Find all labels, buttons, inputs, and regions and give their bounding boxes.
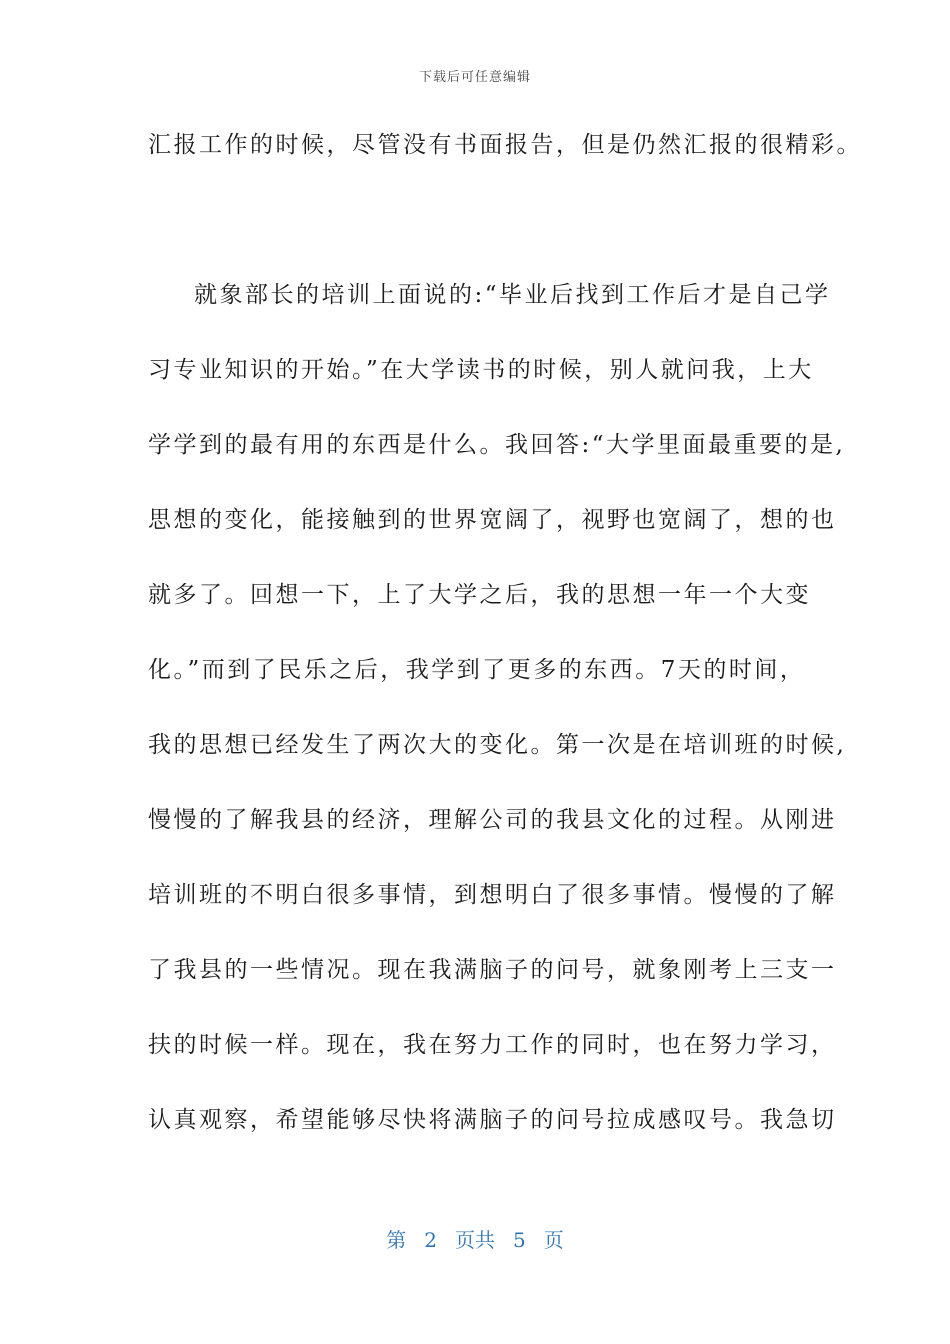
paragraph-line: 认真观察，希望能够尽快将满脑子的问号拉成感叹号。我急切 bbox=[148, 1107, 837, 1133]
paragraph-line: 培训班的不明白很多事情，到想明白了很多事情。慢慢的了解 bbox=[148, 882, 837, 908]
total-pages-number: 5 bbox=[513, 1228, 526, 1252]
paragraph-line: 就象部长的培训上面说的:“毕业后找到工作后才是自己学 bbox=[194, 282, 831, 308]
page-footer bbox=[0, 1224, 950, 1253]
footer-middle: 页共 bbox=[455, 1228, 495, 1252]
paragraph-line: 就多了。回想一下，上了大学之后，我的思想一年一个大变 bbox=[148, 582, 811, 608]
paragraph-line: 学学到的最有用的东西是什么。我回答:“大学里面最重要的是, bbox=[148, 432, 846, 458]
footer-suffix: 页 bbox=[543, 1228, 564, 1252]
current-page-number: 2 bbox=[424, 1228, 437, 1252]
paragraph-line: 汇报工作的时候，尽管没有书面报告，但是仍然汇报的很精彩。 bbox=[148, 132, 862, 158]
paragraph-line: 习专业知识的开始。”在大学读书的时候，别人就问我，上大 bbox=[148, 357, 814, 383]
paragraph-line: 扶的时候一样。现在，我在努力工作的同时，也在努力学习， bbox=[148, 1032, 837, 1058]
paragraph-line: 慢慢的了解我县的经济，理解公司的我县文化的过程。从刚进 bbox=[148, 807, 837, 833]
paragraph-line: 思想的变化，能接触到的世界宽阔了，视野也宽阔了，想的也 bbox=[148, 507, 837, 533]
footer-prefix: 第 bbox=[386, 1228, 407, 1252]
paragraph-line: 我的思想已经发生了两次大的变化。第一次是在培训班的时候, bbox=[148, 732, 847, 758]
paragraph-line: 化。”而到了民乐之后，我学到了更多的东西。7天的时间， bbox=[148, 657, 806, 683]
page-header: 下载后可任意编辑 bbox=[418, 70, 531, 85]
paragraph-line: 了我县的一些情况。现在我满脑子的问号，就象刚考上三支一 bbox=[148, 957, 837, 983]
